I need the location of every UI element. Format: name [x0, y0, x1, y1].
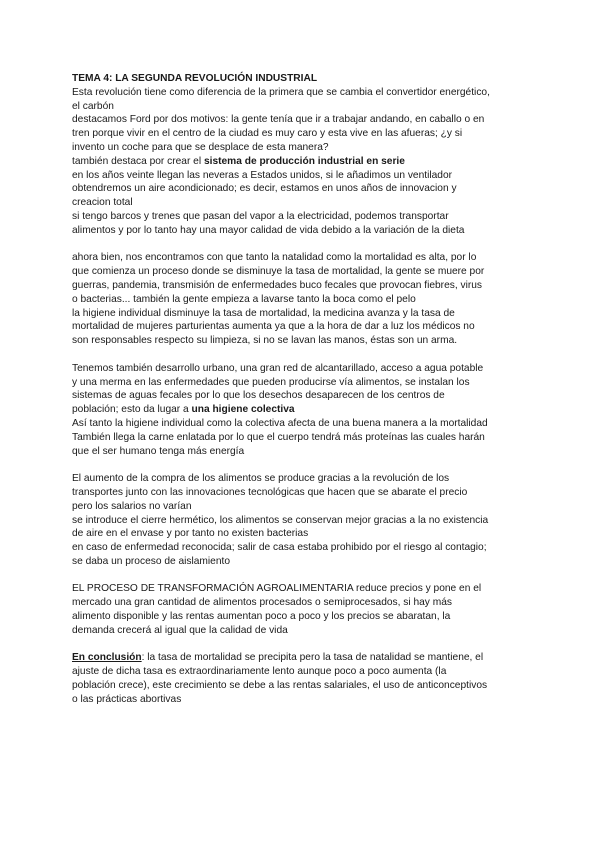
- paragraph-4: [72, 472, 532, 569]
- conclusion-label: En conclusión: [72, 652, 142, 664]
- text-line: obtendremos un aire acondicionado; es decir, estamos en unos años de innovacion y: [72, 183, 457, 195]
- text-line: Así tanto la higiene individual como la colectiva afecta de una buena manera a la mortalidad: [72, 417, 488, 429]
- paragraph-2: [72, 251, 532, 348]
- text-line: pero los salarios no varían: [72, 500, 192, 512]
- text-line: tren porque vivir en el centro de la ciudad es muy caro y esta vive en las afueras; ¿y si: [72, 128, 463, 140]
- text-line: mortalidad de mujeres parturientas aumenta ya que a la hora de dar a luz los médicos no: [72, 321, 475, 333]
- text-line: [72, 651, 532, 665]
- paragraph-conclusion: [72, 651, 532, 706]
- text-line: ahora bien, nos encontramos con que tanto la natalidad como la mortalidad es alta, por lo: [72, 252, 477, 264]
- text-line: alimentos y por lo tanto hay una mayor calidad de vida debido a la variación de la dieta: [72, 224, 465, 236]
- text-line: transportes junto con las innovaciones tecnológicas que hacen que se abarate el precio: [72, 486, 468, 498]
- text-line: y una merma en las enfermedades que pueden producirse vía alimentos, se instalan los: [72, 376, 470, 388]
- text-line: población crece), este crecimiento se debe a las rentas salariales, el uso de anticonceptivos: [72, 680, 488, 692]
- text-line: [72, 403, 532, 417]
- text-line: se introduce el cierre hermético, los alimentos se conservan mejor gracias a la no existencia: [72, 514, 489, 526]
- text-line: son responsables respecto su limpieza, si no se lavan las manos, éstas son un arma.: [72, 335, 458, 347]
- text-line: de aire en el envase y por tanto no existen bacterias: [72, 528, 309, 540]
- text-line: El aumento de la compra de los alimentos se produce gracias a la revolución de los: [72, 473, 450, 485]
- text-line: creacion total: [72, 197, 133, 209]
- text-line: alimento disponible y las rentas aumentan poco a poco y los precios se abaratan, la: [72, 611, 451, 623]
- paragraph-gap: [72, 348, 532, 362]
- text-line: destacamos Ford por dos motivos: la gente tenía que ir a trabajar andando, en caballo o en: [72, 114, 485, 126]
- text-line: en caso de enfermedad reconocida; salir de casa estaba prohibido por el riesgo al contagio;: [72, 542, 487, 554]
- text-line: que el ser humano tenga más energía: [72, 445, 245, 457]
- document-page: [72, 72, 532, 707]
- paragraph-gap: [72, 238, 532, 252]
- page-title: TEMA 4: LA SEGUNDA REVOLUCIÓN INDUSTRIAL: [72, 73, 318, 84]
- text-line: EL PROCESO DE TRANSFORMACIÓN AGROALIMENTARIA reduce precios y pone en el: [72, 583, 482, 595]
- text-line: demanda crecerá al igual que la calidad de vida: [72, 624, 288, 636]
- text-line: la higiene individual disminuye la tasa de mortalidad, la medicina avanza y la tasa de: [72, 307, 455, 319]
- text-line: el carbón: [72, 100, 114, 112]
- text-line: invento un coche para que se desplace de esta manera?: [72, 141, 329, 153]
- text-line: en los años veinte llegan las neveras a Estados unidos, si le añadimos un ventilador: [72, 169, 453, 181]
- paragraph-5: [72, 582, 532, 637]
- text-line: Esta revolución tiene como diferencia de la primera que se cambia el convertidor energético,: [72, 86, 490, 98]
- text-line: se daba un proceso de aislamiento: [72, 555, 231, 567]
- text-line: o las prácticas abortivas: [72, 693, 182, 705]
- paragraph-gap: [72, 569, 532, 583]
- bold-phrase: una higiene colectiva: [191, 404, 295, 416]
- text-line: También llega la carne enlatada por lo que el cuerpo tendrá más proteínas las cuales harán: [72, 431, 485, 443]
- text-line: [72, 155, 532, 169]
- text-line: ajuste de dicha tasa es extraordinariamente lento aunque poco a poco aumenta (la: [72, 666, 447, 678]
- text-line: o bacterias... también la gente empieza a lavarse tanto la boca como el pelo: [72, 293, 416, 305]
- paragraph-3: [72, 362, 532, 459]
- paragraph-1: [72, 86, 532, 238]
- text-run: : la tasa de mortalidad se precipita pero la tasa de natalidad se mantiene, el: [141, 652, 484, 664]
- text-line: sistemas de aguas fecales por lo que los desechos desaparecen de los centros de: [72, 390, 445, 402]
- paragraph-gap: [72, 458, 532, 472]
- text-line: si tengo barcos y trenes que pasan del vapor a la electricidad, podemos transportar: [72, 210, 449, 222]
- text-line: que comienza un proceso donde se disminuye la tasa de mortalidad, la gente se muere por: [72, 266, 485, 278]
- text-run: también destaca por crear el: [72, 155, 204, 167]
- paragraph-gap: [72, 638, 532, 652]
- text-line: mercado una gran cantidad de alimentos procesados o semiprocesados, si hay más: [72, 597, 452, 609]
- bold-phrase: sistema de producción industrial en serie: [203, 155, 405, 167]
- text-line: Tenemos también desarrollo urbano, una gran red de alcantarillado, acceso a agua potable: [72, 362, 484, 374]
- text-line: guerras, pandemia, transmisión de enfermedades buco fecales que provocan fiebres, virus: [72, 279, 482, 291]
- text-run: población; esto da lugar a: [72, 404, 192, 416]
